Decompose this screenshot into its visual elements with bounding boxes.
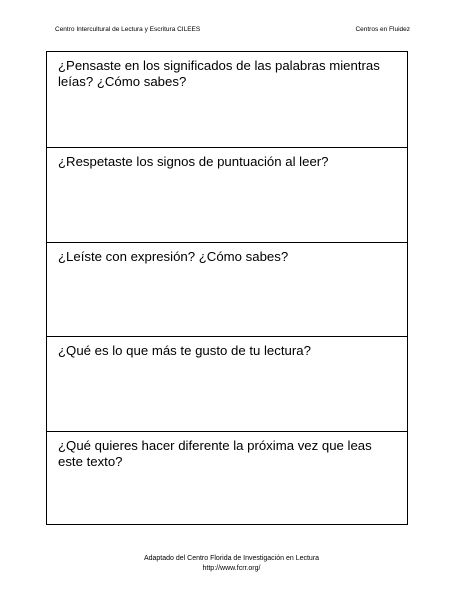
question-text-2: ¿Respetaste los signos de puntuación al leer? xyxy=(58,154,329,169)
question-cell-4[interactable] xyxy=(47,336,407,431)
question-cell-3[interactable] xyxy=(47,242,407,336)
question-cell-5[interactable] xyxy=(47,431,407,524)
header-right-title: Centros en Fluidez xyxy=(355,26,410,33)
question-cell-1[interactable] xyxy=(47,52,407,147)
footer-url-link[interactable]: http://www.fcrr.org/ xyxy=(202,565,261,572)
question-text-3: ¿Leíste con expresión? ¿Cómo sabes? xyxy=(58,249,289,264)
footer-credit: Adaptado del Centro Florida de Investigación en Lectura xyxy=(143,555,320,562)
question-cell-2[interactable] xyxy=(47,147,407,242)
question-text-1: ¿Pensaste en los significados de las palabras mientras leías? ¿Cómo sabes? xyxy=(58,58,380,89)
question-text-4: ¿Qué es lo que más te gusto de tu lectura? xyxy=(58,343,311,358)
question-table xyxy=(46,51,408,525)
question-text-5: ¿Qué quieres hacer diferente la próxima vez que leas este texto? xyxy=(58,438,372,469)
header-left-title: Centro Intercultural de Lectura y Escritura CILEES xyxy=(55,26,201,33)
